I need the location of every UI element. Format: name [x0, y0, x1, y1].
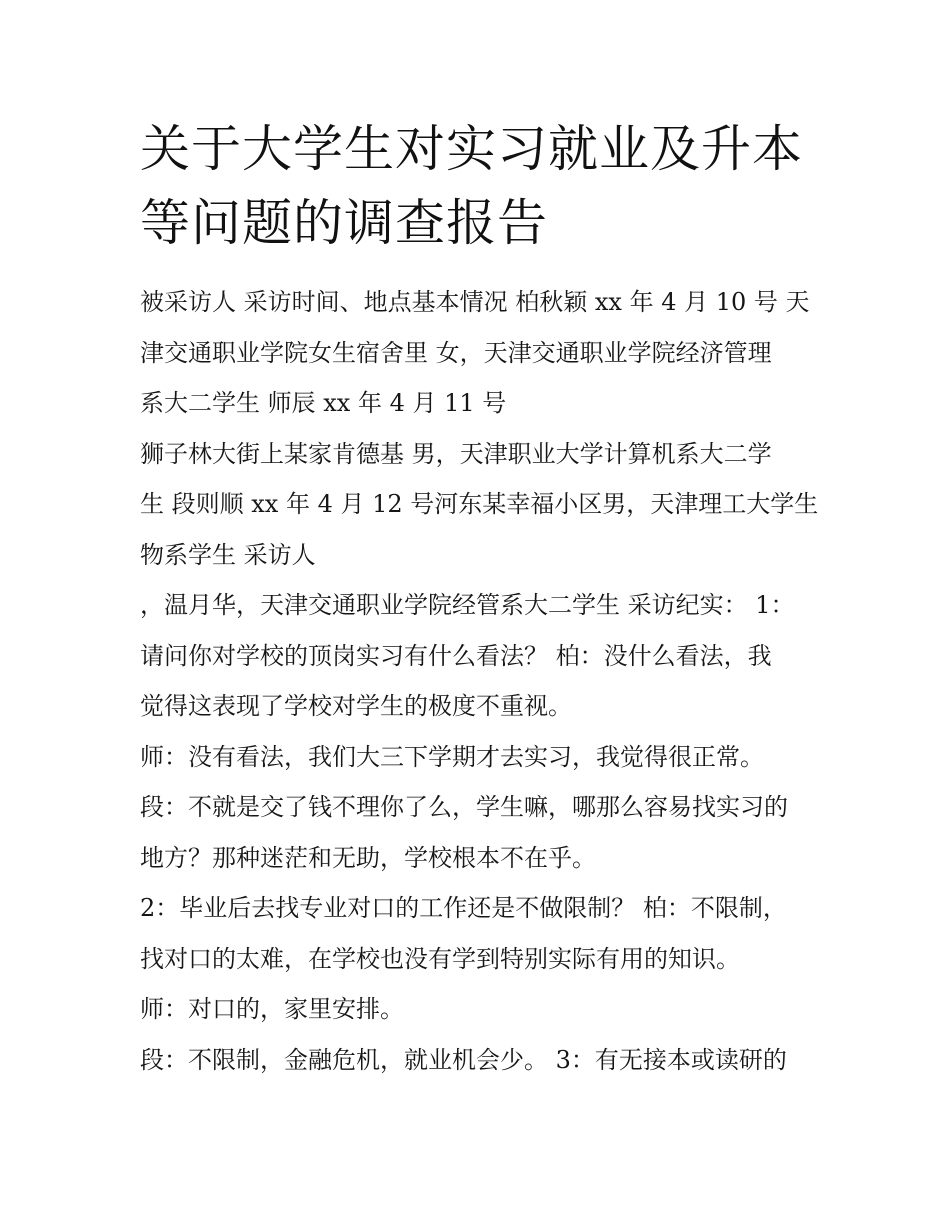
- body-line-2: 津交通职业学院女生宿舍里 女，天津交通职业学院经济管理: [140, 338, 772, 367]
- body-line-6: 物系学生 采访人: [140, 540, 316, 569]
- body-line-1: 被采访人 采访时间、地点基本情况 柏秋颖 xx 年 4 月 10 号 天: [140, 288, 810, 316]
- title-line-2: 等问题的调查报告: [140, 194, 548, 252]
- body-line-10: 师：没有看法，我们大三下学期才去实习，我觉得很正常。: [140, 742, 764, 771]
- body-line-15: 师：对口的，家里安排。: [140, 995, 404, 1023]
- body-line-11: 段：不就是交了钱不理你了么，学生嘛，哪那么容易找实习的: [140, 793, 788, 821]
- title-line-1: 关于大学生对实习就业及升本: [140, 120, 803, 178]
- document-title: [140, 112, 820, 260]
- body-line-8: 请问你对学校的顶岗实习有什么看法？ 柏：没什么看法，我: [140, 641, 772, 670]
- body-line-3: 系大二学生 师辰 xx 年 4 月 11 号: [140, 389, 507, 417]
- body-line-13: 2：毕业后去找专业对口的工作还是不做限制？ 柏：不限制，: [140, 894, 787, 922]
- body-line-4: 狮子林大街上某家肯德基 男，天津职业大学计算机系大二学: [140, 439, 772, 468]
- body-line-9: 觉得这表现了学校对学生的极度不重视。: [140, 692, 572, 720]
- body-line-5: 生 段则顺 xx 年 4 月 12 号河东某幸福小区男，天津理工大学生: [140, 490, 819, 518]
- document-body: [140, 277, 820, 1085]
- body-line-16: 段：不限制，金融危机，就业机会少。 3：有无接本或读研的: [140, 1045, 787, 1074]
- body-line-12: 地方？那种迷茫和无助，学校根本不在乎。: [140, 843, 596, 872]
- body-line-14: 找对口的太难，在学校也没有学到特别实际有用的知识。: [140, 944, 740, 973]
- body-line-7: ，温月华，天津交通职业学院经管系大二学生 采访纪实： 1：: [140, 591, 795, 619]
